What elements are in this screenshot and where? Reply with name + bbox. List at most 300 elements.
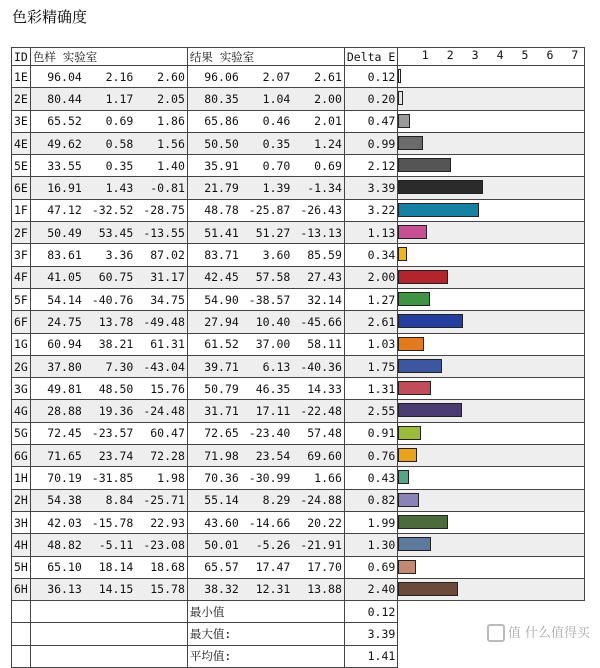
row-result-value: 43.60 bbox=[204, 515, 239, 530]
row-sample-value: 87.02 bbox=[150, 248, 185, 263]
row-result-lab bbox=[187, 333, 344, 355]
row-result-value: 96.06 bbox=[204, 69, 239, 84]
row-sample-value: 42.03 bbox=[47, 515, 82, 530]
row-sample-value: 60.75 bbox=[98, 270, 134, 285]
axis-tick-label: 7 bbox=[571, 48, 579, 62]
row-result-value: 57.48 bbox=[307, 426, 342, 441]
row-sample-value: -49.48 bbox=[143, 314, 185, 329]
table-row bbox=[12, 66, 585, 88]
row-sample-lab bbox=[30, 467, 187, 489]
delta-e-bar bbox=[398, 359, 442, 373]
row-delta-e: 1.03 bbox=[344, 333, 397, 355]
table-row bbox=[12, 422, 585, 444]
row-sample-value: 24.75 bbox=[47, 314, 82, 329]
row-delta-e: 1.99 bbox=[344, 511, 397, 533]
row-id: 1G bbox=[12, 333, 31, 355]
delta-e-bar bbox=[398, 470, 409, 484]
row-sample-lab bbox=[30, 556, 187, 578]
table-row bbox=[12, 400, 585, 422]
row-bar-cell bbox=[398, 288, 585, 310]
row-bar-cell bbox=[398, 155, 585, 177]
row-result-value: 13.88 bbox=[307, 582, 342, 597]
summary-row bbox=[12, 601, 585, 623]
header-sample: 色样 实验室 bbox=[30, 48, 187, 66]
row-bar-cell bbox=[398, 355, 585, 377]
row-bar-cell bbox=[398, 378, 585, 400]
row-sample-value: 0.69 bbox=[105, 114, 134, 129]
table-row bbox=[12, 445, 585, 467]
row-bar-cell bbox=[398, 66, 585, 88]
row-sample-value: 19.36 bbox=[98, 404, 134, 419]
row-id: 2E bbox=[12, 88, 31, 110]
table-row bbox=[12, 511, 585, 533]
row-bar-cell bbox=[398, 132, 585, 154]
delta-e-bar bbox=[398, 69, 401, 83]
row-result-lab bbox=[187, 132, 344, 154]
table-row bbox=[12, 534, 585, 556]
row-result-value: 58.11 bbox=[307, 337, 342, 352]
summary-blank bbox=[30, 623, 187, 645]
row-result-lab bbox=[187, 445, 344, 467]
row-result-lab bbox=[187, 199, 344, 221]
row-result-value: 37.00 bbox=[255, 337, 291, 352]
summary-row bbox=[12, 645, 585, 667]
row-bar-cell bbox=[398, 222, 585, 244]
row-result-value: -30.99 bbox=[248, 470, 291, 485]
row-result-lab bbox=[187, 288, 344, 310]
row-delta-e: 0.47 bbox=[344, 110, 397, 132]
delta-e-bar bbox=[398, 270, 448, 284]
row-bar-cell bbox=[398, 445, 585, 467]
row-sample-value: 1.98 bbox=[157, 470, 185, 485]
row-id: 6H bbox=[12, 578, 31, 600]
row-result-value: 27.94 bbox=[204, 314, 239, 329]
row-result-value: 61.52 bbox=[204, 337, 239, 352]
row-result-lab bbox=[187, 110, 344, 132]
row-result-lab bbox=[187, 378, 344, 400]
row-result-value: 42.45 bbox=[204, 270, 239, 285]
table-row bbox=[12, 311, 585, 333]
row-id: 4G bbox=[12, 400, 31, 422]
row-id: 6E bbox=[12, 177, 31, 199]
row-sample-value: 31.17 bbox=[150, 270, 185, 285]
row-id: 4F bbox=[12, 266, 31, 288]
row-sample-value: 7.30 bbox=[105, 359, 134, 374]
row-sample-value: 38.21 bbox=[98, 337, 134, 352]
row-sample-value: 14.15 bbox=[98, 582, 134, 597]
row-sample-value: 80.44 bbox=[47, 91, 82, 106]
row-sample-lab bbox=[30, 311, 187, 333]
row-result-value: -23.40 bbox=[248, 426, 291, 441]
row-sample-value: 1.86 bbox=[157, 114, 185, 129]
row-result-value: 57.58 bbox=[255, 270, 291, 285]
row-sample-value: 22.93 bbox=[150, 515, 185, 530]
row-delta-e: 0.43 bbox=[344, 467, 397, 489]
row-sample-value: 15.76 bbox=[150, 381, 185, 396]
delta-e-bar bbox=[398, 314, 463, 328]
row-delta-e: 0.76 bbox=[344, 445, 397, 467]
table-row bbox=[12, 467, 585, 489]
summary-label: 最小值 bbox=[187, 601, 344, 623]
table-row bbox=[12, 378, 585, 400]
row-sample-lab bbox=[30, 222, 187, 244]
row-id: 5G bbox=[12, 422, 31, 444]
row-result-value: 23.54 bbox=[255, 448, 291, 463]
row-result-value: -24.88 bbox=[300, 493, 342, 508]
row-delta-e: 0.82 bbox=[344, 489, 397, 511]
row-result-lab bbox=[187, 578, 344, 600]
row-sample-value: 65.10 bbox=[47, 560, 82, 575]
delta-e-bar bbox=[398, 247, 406, 261]
row-bar-cell bbox=[398, 311, 585, 333]
delta-e-bar bbox=[398, 114, 410, 128]
table-row bbox=[12, 578, 585, 600]
row-id: 1H bbox=[12, 467, 31, 489]
row-sample-lab bbox=[30, 445, 187, 467]
row-sample-lab bbox=[30, 266, 187, 288]
summary-value: 1.41 bbox=[344, 645, 397, 667]
row-sample-lab bbox=[30, 534, 187, 556]
summary-blank bbox=[12, 601, 31, 623]
row-delta-e: 0.20 bbox=[344, 88, 397, 110]
row-sample-value: 0.35 bbox=[105, 158, 134, 173]
row-sample-lab bbox=[30, 578, 187, 600]
row-sample-value: -31.85 bbox=[91, 470, 134, 485]
row-id: 6F bbox=[12, 311, 31, 333]
row-delta-e: 2.61 bbox=[344, 311, 397, 333]
row-result-value: 10.40 bbox=[255, 314, 291, 329]
row-bar-cell bbox=[398, 578, 585, 600]
row-sample-value: 48.82 bbox=[47, 537, 82, 552]
row-result-value: 0.35 bbox=[262, 136, 291, 151]
row-sample-value: 0.58 bbox=[105, 136, 134, 151]
axis-ticks bbox=[398, 48, 584, 65]
row-sample-value: -15.78 bbox=[91, 515, 134, 530]
delta-e-bar bbox=[398, 515, 448, 529]
row-id: 3H bbox=[12, 511, 31, 533]
row-sample-value: 54.14 bbox=[47, 292, 82, 307]
row-sample-lab bbox=[30, 378, 187, 400]
row-sample-lab bbox=[30, 132, 187, 154]
row-result-value: 17.47 bbox=[255, 560, 291, 575]
delta-e-bar bbox=[398, 448, 417, 462]
row-sample-value: 72.28 bbox=[150, 448, 185, 463]
row-result-lab bbox=[187, 467, 344, 489]
row-sample-lab bbox=[30, 400, 187, 422]
row-result-lab bbox=[187, 311, 344, 333]
row-sample-value: 72.45 bbox=[47, 426, 82, 441]
row-sample-lab bbox=[30, 355, 187, 377]
row-result-value: 0.70 bbox=[262, 158, 291, 173]
row-sample-value: 96.04 bbox=[47, 69, 82, 84]
row-result-value: -5.26 bbox=[255, 537, 291, 552]
row-result-value: -13.13 bbox=[300, 225, 342, 240]
row-sample-lab bbox=[30, 177, 187, 199]
row-sample-value: 36.13 bbox=[47, 582, 82, 597]
summary-value: 3.39 bbox=[344, 623, 397, 645]
summary-label: 最大值: bbox=[187, 623, 344, 645]
row-result-value: 2.01 bbox=[314, 114, 342, 129]
delta-e-bar bbox=[398, 337, 424, 351]
row-sample-value: -24.48 bbox=[143, 404, 185, 419]
row-sample-value: 33.55 bbox=[47, 158, 82, 173]
row-delta-e: 2.00 bbox=[344, 266, 397, 288]
row-result-lab bbox=[187, 155, 344, 177]
header-id: ID bbox=[12, 48, 31, 66]
row-sample-value: -43.04 bbox=[143, 359, 185, 374]
row-result-value: 54.90 bbox=[204, 292, 239, 307]
row-result-lab bbox=[187, 489, 344, 511]
axis-tick-label: 5 bbox=[521, 48, 529, 62]
row-sample-value: 48.50 bbox=[98, 381, 134, 396]
row-result-value: 65.86 bbox=[204, 114, 239, 129]
summary-blank bbox=[12, 645, 31, 667]
row-sample-value: 1.40 bbox=[157, 158, 185, 173]
row-result-value: 32.14 bbox=[307, 292, 342, 307]
row-sample-value: 61.31 bbox=[150, 337, 185, 352]
delta-e-bar bbox=[398, 225, 426, 239]
row-result-value: 2.61 bbox=[314, 69, 342, 84]
row-sample-lab bbox=[30, 422, 187, 444]
page-title: 色彩精确度 bbox=[12, 8, 88, 26]
row-bar-cell bbox=[398, 534, 585, 556]
row-result-value: 1.39 bbox=[262, 181, 291, 196]
row-result-value: 38.32 bbox=[204, 582, 239, 597]
row-id: 2H bbox=[12, 489, 31, 511]
axis-tick-label: 4 bbox=[496, 48, 504, 62]
row-delta-e: 1.13 bbox=[344, 222, 397, 244]
row-sample-value: 34.75 bbox=[150, 292, 185, 307]
row-bar-cell bbox=[398, 266, 585, 288]
watermark-logo-icon bbox=[487, 624, 505, 642]
axis-tick-label: 6 bbox=[546, 48, 554, 62]
row-id: 5H bbox=[12, 556, 31, 578]
row-result-lab bbox=[187, 534, 344, 556]
row-result-value: 71.98 bbox=[204, 448, 239, 463]
row-sample-value: 65.52 bbox=[47, 114, 82, 129]
row-bar-cell bbox=[398, 110, 585, 132]
row-sample-value: -5.11 bbox=[98, 537, 134, 552]
table-row bbox=[12, 88, 585, 110]
row-sample-value: -28.75 bbox=[143, 203, 185, 218]
table-row bbox=[12, 333, 585, 355]
row-delta-e: 2.12 bbox=[344, 155, 397, 177]
row-delta-e: 1.27 bbox=[344, 288, 397, 310]
row-result-value: 55.14 bbox=[204, 493, 239, 508]
axis-tick-label: 1 bbox=[421, 48, 429, 62]
row-result-value: 8.29 bbox=[262, 493, 291, 508]
row-sample-value: 70.19 bbox=[47, 470, 82, 485]
delta-e-bar bbox=[398, 493, 418, 507]
watermark-text: 值 什么值得买 bbox=[507, 625, 590, 641]
row-result-value: -38.57 bbox=[248, 292, 291, 307]
row-id: 3G bbox=[12, 378, 31, 400]
row-delta-e: 1.30 bbox=[344, 534, 397, 556]
table-row bbox=[12, 489, 585, 511]
row-sample-value: -32.52 bbox=[91, 203, 134, 218]
row-id: 2F bbox=[12, 222, 31, 244]
row-sample-value: 54.38 bbox=[47, 493, 82, 508]
row-sample-value: 1.43 bbox=[105, 181, 134, 196]
delta-e-bar bbox=[398, 560, 415, 574]
row-result-value: 50.50 bbox=[204, 136, 239, 151]
row-result-lab bbox=[187, 355, 344, 377]
row-bar-cell bbox=[398, 467, 585, 489]
row-result-value: -40.36 bbox=[300, 359, 342, 374]
delta-e-bar bbox=[398, 158, 451, 172]
row-sample-lab bbox=[30, 489, 187, 511]
row-delta-e: 2.55 bbox=[344, 400, 397, 422]
table-row bbox=[12, 288, 585, 310]
row-delta-e: 0.12 bbox=[344, 66, 397, 88]
row-sample-value: -0.81 bbox=[150, 181, 185, 196]
header-axis bbox=[398, 48, 585, 66]
row-sample-value: 2.60 bbox=[157, 69, 185, 84]
row-sample-value: 60.47 bbox=[150, 426, 185, 441]
row-sample-value: 41.05 bbox=[47, 270, 82, 285]
row-id: 5E bbox=[12, 155, 31, 177]
row-bar-cell bbox=[398, 333, 585, 355]
row-sample-value: 60.94 bbox=[47, 337, 82, 352]
row-result-value: 50.01 bbox=[204, 537, 239, 552]
header-row bbox=[12, 48, 585, 66]
row-delta-e: 3.22 bbox=[344, 199, 397, 221]
row-result-value: -22.48 bbox=[300, 404, 342, 419]
row-result-value: 83.71 bbox=[204, 248, 239, 263]
row-result-value: 0.46 bbox=[262, 114, 291, 129]
row-bar-cell bbox=[398, 199, 585, 221]
row-result-value: 27.43 bbox=[307, 270, 342, 285]
summary-blank bbox=[30, 645, 187, 667]
row-result-value: -25.87 bbox=[248, 203, 291, 218]
row-id: 3E bbox=[12, 110, 31, 132]
row-sample-lab bbox=[30, 66, 187, 88]
row-bar-cell bbox=[398, 400, 585, 422]
row-result-value: 17.70 bbox=[307, 560, 342, 575]
row-id: 4H bbox=[12, 534, 31, 556]
row-result-value: -26.43 bbox=[300, 203, 342, 218]
row-sample-value: 1.17 bbox=[105, 91, 134, 106]
row-result-value: 70.36 bbox=[204, 470, 239, 485]
row-result-value: 50.79 bbox=[204, 381, 239, 396]
row-result-value: 2.00 bbox=[314, 91, 342, 106]
row-result-value: -21.91 bbox=[300, 537, 342, 552]
row-result-value: 85.59 bbox=[307, 248, 342, 263]
row-result-value: 31.71 bbox=[204, 404, 239, 419]
row-id: 1E bbox=[12, 66, 31, 88]
row-sample-value: 8.84 bbox=[105, 493, 134, 508]
row-result-value: 46.35 bbox=[255, 381, 291, 396]
table-row bbox=[12, 132, 585, 154]
watermark bbox=[487, 622, 590, 643]
row-result-value: 65.57 bbox=[204, 560, 239, 575]
row-id: 5F bbox=[12, 288, 31, 310]
row-delta-e: 2.40 bbox=[344, 578, 397, 600]
row-sample-value: -25.71 bbox=[143, 493, 185, 508]
row-result-lab bbox=[187, 244, 344, 266]
table-row bbox=[12, 222, 585, 244]
row-sample-value: 53.45 bbox=[98, 225, 134, 240]
delta-e-table bbox=[11, 47, 585, 668]
row-sample-value: 2.16 bbox=[105, 69, 134, 84]
row-delta-e: 1.31 bbox=[344, 378, 397, 400]
row-result-value: 20.22 bbox=[307, 515, 342, 530]
row-result-value: -14.66 bbox=[248, 515, 291, 530]
row-result-value: 35.91 bbox=[204, 158, 239, 173]
row-result-value: 48.78 bbox=[204, 203, 239, 218]
header-delta: Delta E bbox=[344, 48, 397, 66]
row-bar-cell bbox=[398, 489, 585, 511]
row-sample-value: 16.91 bbox=[47, 181, 82, 196]
row-result-value: 0.69 bbox=[314, 158, 342, 173]
delta-e-bar bbox=[398, 91, 403, 105]
row-delta-e: 1.75 bbox=[344, 355, 397, 377]
delta-e-bar bbox=[398, 136, 423, 150]
axis-tick-label: 3 bbox=[471, 48, 479, 62]
row-sample-lab bbox=[30, 244, 187, 266]
delta-e-bar bbox=[398, 381, 431, 395]
row-bar-cell bbox=[398, 88, 585, 110]
row-sample-value: 71.65 bbox=[47, 448, 82, 463]
row-sample-lab bbox=[30, 288, 187, 310]
row-sample-value: 49.81 bbox=[47, 381, 82, 396]
row-sample-value: 28.88 bbox=[47, 404, 82, 419]
row-sample-lab bbox=[30, 333, 187, 355]
row-result-value: 51.27 bbox=[255, 225, 291, 240]
row-sample-lab bbox=[30, 110, 187, 132]
row-sample-value: 23.74 bbox=[98, 448, 134, 463]
summary-blank bbox=[30, 601, 187, 623]
row-sample-value: 50.49 bbox=[47, 225, 82, 240]
row-result-value: 6.13 bbox=[262, 359, 291, 374]
row-sample-value: -40.76 bbox=[91, 292, 134, 307]
row-sample-value: 1.56 bbox=[157, 136, 185, 151]
axis-tick-label: 2 bbox=[446, 48, 454, 62]
row-result-value: 69.60 bbox=[307, 448, 342, 463]
summary-bar-blank bbox=[398, 601, 585, 623]
row-delta-e: 0.99 bbox=[344, 132, 397, 154]
row-sample-lab bbox=[30, 155, 187, 177]
row-bar-cell bbox=[398, 177, 585, 199]
row-result-value: 21.79 bbox=[204, 181, 239, 196]
row-sample-value: 2.05 bbox=[157, 91, 185, 106]
row-result-lab bbox=[187, 511, 344, 533]
table-row bbox=[12, 355, 585, 377]
row-result-value: 39.71 bbox=[204, 359, 239, 374]
row-result-lab bbox=[187, 88, 344, 110]
row-sample-value: -13.55 bbox=[143, 225, 185, 240]
delta-e-bar bbox=[398, 426, 421, 440]
row-sample-value: 49.62 bbox=[47, 136, 82, 151]
row-result-lab bbox=[187, 400, 344, 422]
summary-blank bbox=[12, 623, 31, 645]
summary-value: 0.12 bbox=[344, 601, 397, 623]
row-result-lab bbox=[187, 422, 344, 444]
row-delta-e: 0.91 bbox=[344, 422, 397, 444]
row-result-value: 12.31 bbox=[255, 582, 291, 597]
row-result-value: 2.07 bbox=[262, 69, 291, 84]
row-bar-cell bbox=[398, 244, 585, 266]
row-result-value: -1.34 bbox=[307, 181, 342, 196]
row-sample-value: 18.68 bbox=[150, 560, 185, 575]
row-result-value: 51.41 bbox=[204, 225, 239, 240]
row-result-lab bbox=[187, 266, 344, 288]
table-row bbox=[12, 244, 585, 266]
row-sample-lab bbox=[30, 511, 187, 533]
row-result-value: 14.33 bbox=[307, 381, 342, 396]
header-result: 结果 实验室 bbox=[187, 48, 344, 66]
row-id: 3F bbox=[12, 244, 31, 266]
